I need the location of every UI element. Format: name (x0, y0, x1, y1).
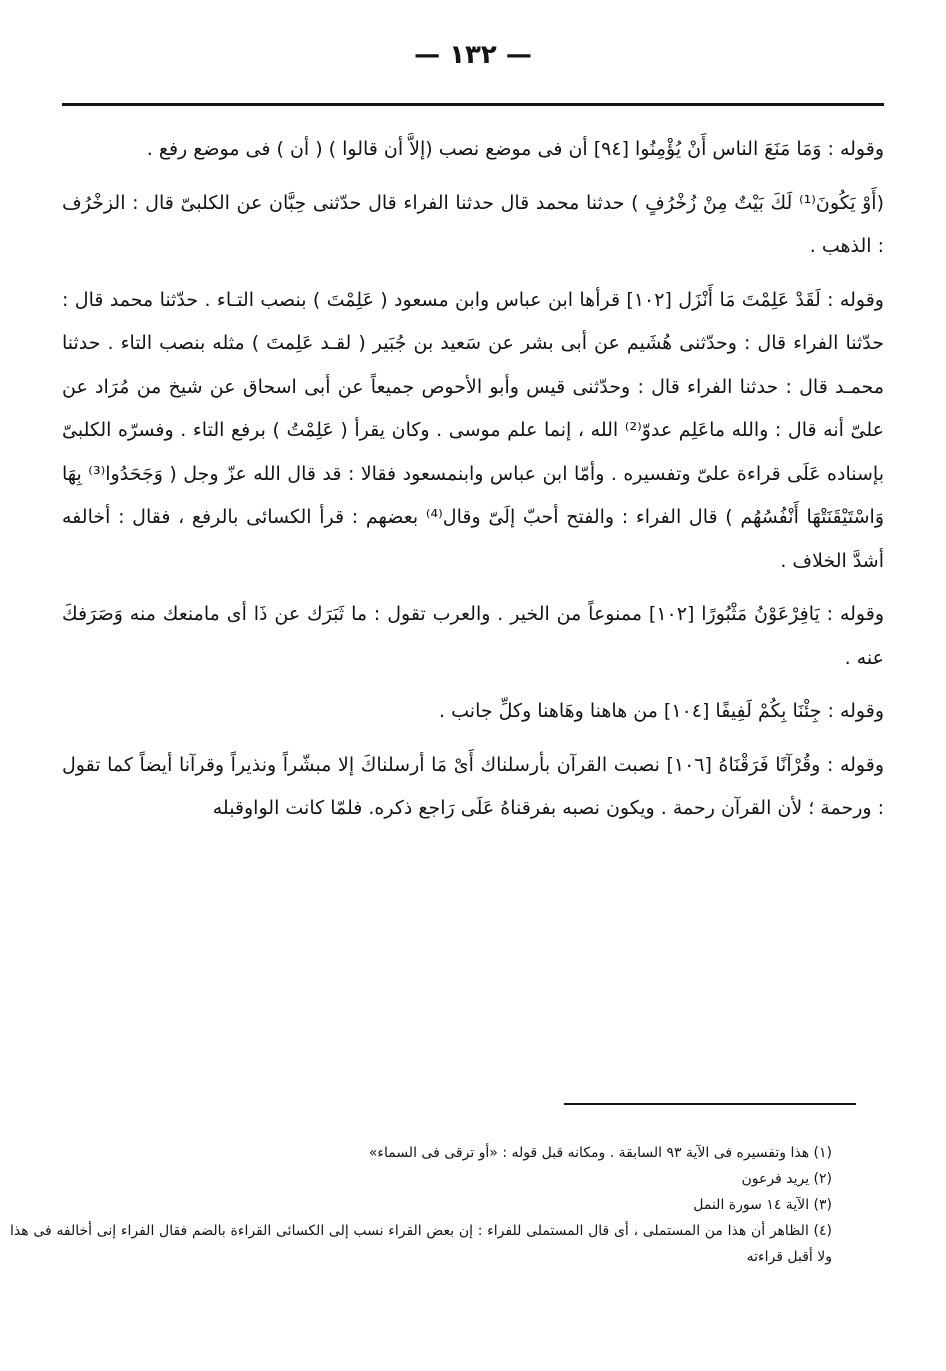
main-text (62, 128, 884, 831)
paragraph: وقوله : يَافِرْعَوْنُ مَثْبُورًا [١٠٢] ممنوعاً من الخير . والعرب تقول : ما ثَبَرَك عن ذَا أى مامنعك منه وَصَرَفكَ عنه . (62, 603, 884, 669)
paragraph: وقوله : جِئْنَا بِكُمْ لَفِيفًا [١٠٤] من هاهنا وهَاهنا وكلِّ جانب . (439, 700, 884, 722)
page-number: — ١٣٢ — (414, 40, 532, 70)
footnote: (٣) الآية ١٤ سورة النمل (693, 1197, 832, 1213)
footnote: (١) هذا وتفسيره فى الآية ٩٣ السابقة . ومكانه قبل قوله : «أو ترقى فى السماء» (368, 1145, 832, 1161)
footnote: (٢) يريد فرعون (741, 1171, 832, 1187)
paragraph: وقوله : لَقَدْ عَلِمْتَ مَا أَنْزَل [١٠٢] قرأها ابن عباس وابن مسعود ( عَلِمْتَ ) بنصب التـاء . حدّثنا محمد قال : حدّثنا الفراء قال : وحدّثنى هُشَيم عن أبى بشر عن سَعيد بن جُبَير ( لقـد عَلِمتَ ) مثله بنصب التاء . حدثنا محمـد قال : حدثنا الفراء قال : وحدّثنى قيس وأبو الأحوص جميعاً عن أبى اسحاق عن شيخ من مُرَاد عن علىّ أنه قال : والله ماعَلِم عدوّ⁽²⁾ الله ، إنما علم موسى . وكان يقرأ ( عَلِمْتُ ) برفع التاء . وفسرّه الكلبىّ بإسناده عَلَى قراءة علىّ وتفسيره . وأمّا ابن عباس وابنمسعود فقالا : قد قال الله عزّ وجل ( وَجَحَدُوا⁽³⁾ بِهَا وَاسْتَيْقَنَتْهَا أَنْفُسُهُم ) قال الفراء : والفتح أحبّ إلَىّ وقال⁽⁴⁾ بعضهم : قرأ الكسائى بالرفع ، فقال : أخالفه أشدَّ الخلاف . (62, 288, 884, 572)
footnotes (10, 1140, 832, 1270)
paragraph: وقوله : وَمَا مَنَعَ الناس أَنْ يُؤْمِنُوا [٩٤] أن فى موضع نصب (إلاَّ أن قالوا ) ( أن ) فى موضع رفع . (146, 138, 884, 160)
footnote: (٤) الظاهر أن هذا من المستملى ، أى قال المستملى للفراء : إن بعض القراء نسب إلى الكسائى القراءة بالضم فقال الفراء إنى أخالفه فى هذا ولا أقبل قراءته (10, 1223, 832, 1265)
header-rule (62, 103, 884, 106)
paragraph: وقوله : وقُرْآنًا فَرَقْنَاهُ [١٠٦] نصبت القرآن بأرسلناك أَىْ مَا أرسلناكَ إلا مبشّراً ونذيراً وقرآنا أيضاً كما تقول : ورحمة ؛ لأن القرآن رحمة . ويكون نصبه بفرقناهُ عَلَى رَاجع ذكره. فلمّا كانت الواوقبله (62, 753, 885, 819)
paragraph: (أَوْ يَكُونَ⁽¹⁾ لَكَ بَيْتٌ مِنْ زُخْرُفٍ ) حدثنا محمد قال حدثنا الفراء قال حدّثنى حِبَّان عن الكلبىّ قال : الزخْرُف : الذهب . (62, 191, 884, 257)
footnote-rule (564, 1103, 856, 1105)
